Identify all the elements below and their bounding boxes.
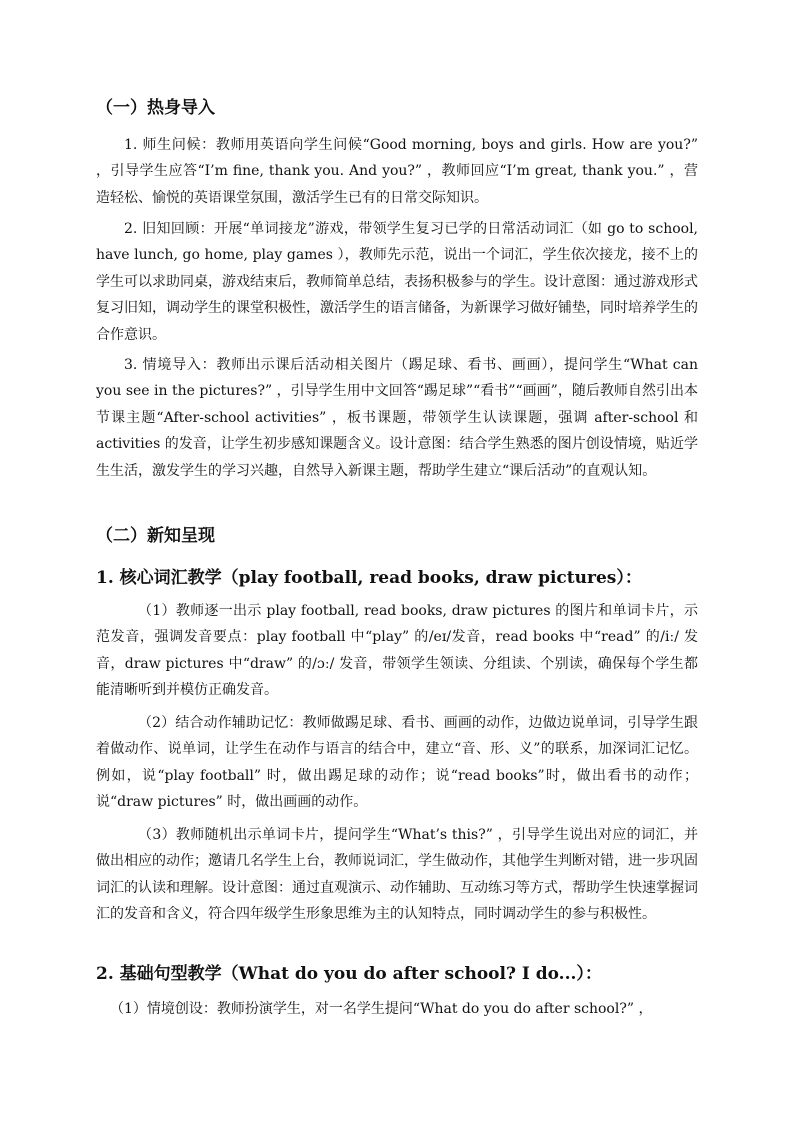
section-heading-new-knowledge: （二）新知呈现 [96, 526, 215, 546]
paragraph-vocab-practice: （3）教师随机出示单词卡片，提问学生“What’s this?” ，引导学生说出对应的词汇，并做出相应的动作；邀请几名学生上台，教师说词汇，学生做动作，其他学生判断对错，进一步巩固词汇的认读和理解。设计意图：通过直观演示、动作辅助、互动练习等方式，帮助学生快速掌握词汇的发音和含义，符合四年级学生形象思维为主的认知特点，同时调动学生的参与积极性。 [96, 827, 698, 923]
paragraph-vocab-demo: （1）教师逐一出示 play football, read books, draw pictures 的图片和单词卡片，示范发音，强调发音要点：play football 中“play” 的/eɪ/发音，read books 中“read” 的/iː/ 发音，draw pictures 中“draw” 的/ɔː/ 发音，带领学生领读、分组读、个别读，确保每个学生都能清晰听到并模仿正确发音。 [96, 603, 698, 699]
paragraph-greeting: 1. 师生问候：教师用英语向学生问候“Good morning, boys and girls. How are you?” ，引导学生应答“I’m fine, thank you. And you?” ，教师回应“I’m great, thank you.” ，营造轻松、愉悦的英语课堂氛围，激活学生已有的日常交际知识。 [96, 137, 698, 206]
section-heading-warmup: （一）热身导入 [96, 98, 215, 118]
subheading-basic-sentence: 2. 基础句型教学（What do you do after school? I do...）： [96, 964, 602, 984]
subheading-core-vocabulary: 1. 核心词汇教学（play football, read books, draw pictures）： [96, 568, 642, 588]
paragraph-context-intro: 3. 情境导入：教师出示课后活动相关图片（踢足球、看书、画画），提问学生“What can you see in the pictures?” ，引导学生用中文回答“踢足球”“看书”“画画”，随后教师自然引出本节课主题“After-school activities” ，板书课题，带领学生认读课题，强调 after-school 和 activities 的发音，让学生初步感知课题含义。设计意图：结合学生熟悉的图片创设情境，贴近学生生活，激发学生的学习兴趣，自然导入新课主题，帮助学生建立“课后活动”的直观认知。 [96, 357, 698, 479]
paragraph-review: 2. 旧知回顾：开展“单词接龙”游戏，带领学生复习已学的日常活动词汇（如 go to school, have lunch, go home, play games ），教师先示范，说出一个词汇，学生依次接龙，接不上的学生可以求助同桌，游戏结束后，教师简单总结，表扬积极参与的学生。设计意图：通过游戏形式复习旧知，调动学生的课堂积极性，激活学生的语言储备，为新课学习做好铺垫，同时培养学生的合作意识。 [96, 221, 698, 343]
paragraph-sentence-context: （1）情境创设：教师扮演学生，对一名学生提问“What do you do after school?” ， [110, 1001, 653, 1017]
paragraph-vocab-actions: （2）结合动作辅助记忆：教师做踢足球、看书、画画的动作，边做边说单词，引导学生跟着做动作、说单词，让学生在动作与语言的结合中，建立“音、形、义”的联系，加深词汇记忆。例如，说“play football” 时，做出踢足球的动作；说“read books”时，做出看书的动作；说“draw pictures” 时，做出画画的动作。 [96, 715, 698, 811]
